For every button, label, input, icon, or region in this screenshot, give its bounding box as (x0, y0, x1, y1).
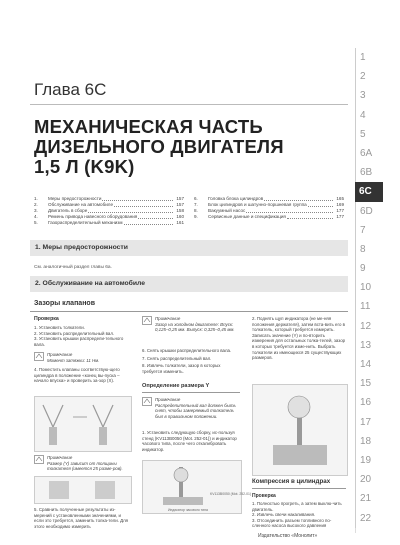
chapter-tab-8[interactable]: 8 (355, 240, 383, 259)
chapter-tab-10[interactable]: 10 (355, 278, 383, 297)
toc-num: 8. (194, 208, 198, 213)
toc-page: 169 (336, 202, 344, 207)
toc-item[interactable] (34, 220, 184, 226)
subhead-size-y: Определение размера Y (142, 383, 210, 389)
subhead-rule (142, 392, 240, 393)
chapter-tab-21[interactable]: 21 (355, 489, 383, 508)
note-text: Зазор на холодном двигателе: Впуск: 0,125–0,25 мм. Выпуск: 0,325–0,45 мм. (155, 321, 235, 333)
section-header-precautions (30, 240, 348, 256)
toc-dots (114, 202, 173, 207)
toc-num: 5. (34, 220, 38, 225)
chapter-tab-7[interactable]: 7 (355, 221, 383, 240)
note-title: Примечание (155, 316, 181, 321)
toc-num: 4. (34, 214, 38, 219)
toc-text: Головка блока цилиндров (208, 196, 264, 201)
section-note: См. аналогичный раздел главы 6а. (34, 265, 112, 270)
toc-item[interactable] (194, 214, 344, 220)
publisher-footer: Издательство «Монолит» (258, 533, 318, 539)
figure-valve-gap (34, 396, 132, 452)
content-column (30, 0, 348, 545)
toc-num: 9. (194, 214, 198, 219)
chapter-tab-14[interactable]: 14 (355, 355, 383, 374)
toc-text: Ремень привода навесного оборудования (48, 214, 138, 219)
title-line-3: 1,5 Л (K9K) (34, 156, 135, 177)
chapter-tab-5[interactable]: 5 (355, 125, 383, 144)
col1-steps (34, 325, 130, 347)
note-camshaft (142, 397, 240, 419)
toc-page: 160 (176, 214, 184, 219)
chapter-label: Глава 6C (34, 80, 107, 99)
chapter-tab-16[interactable]: 16 (355, 393, 383, 412)
chapter-tab-6d[interactable]: 6D (355, 202, 383, 221)
step-text: 2. Извлечь свечи накаливания. (252, 512, 316, 518)
figure-caption-indicator: Индикатор часового типа (168, 508, 208, 512)
toc-page: 161 (176, 220, 184, 225)
toc-page: 157 (176, 202, 184, 207)
toc-text: Блок цилиндров и шатунно-поршневая группа (208, 202, 307, 207)
subhead-rule (252, 488, 346, 489)
figure-tappet (34, 476, 132, 504)
toc-left (34, 196, 184, 226)
chapter-tab-12[interactable]: 12 (355, 317, 383, 336)
toc-page: 165 (336, 196, 344, 201)
chapter-tab-22[interactable]: 22 (355, 509, 383, 528)
subhead-valve-clearance: Зазоры клапанов (34, 300, 96, 307)
note-icon (34, 455, 44, 464)
note-text: Размер (Y) зависит от толщины толкателя (имеется 25 разме-ров). (47, 460, 123, 472)
col3-step2: 2. Поднять щуп индикатора (не ме-няя положения держателя), затем вста-вить его в толкатель, который требуется измерить. Записать значение (Y) и по-вторить измерения для остальных толка-телей, зазор в которых требуется изме-нить. Выбрать толкатели из имеющихся 25 существующих размеров. (252, 316, 346, 361)
toc-text: Двигатель в сборе (48, 208, 88, 213)
toc-num: 1. (34, 196, 38, 201)
chapter-tab-6a[interactable]: 6A (355, 144, 383, 163)
toc-num: 7. (194, 202, 198, 207)
note-text: Распределительный вал должен быть снят, чтобы замеряемый толкатель был в правильном положении. (155, 402, 236, 419)
step-text: 3. Установить крышки распредели-тельного вала. (34, 336, 124, 347)
toc-dots (246, 208, 333, 213)
chapter-tab-17[interactable]: 17 (355, 413, 383, 432)
toc-dots (102, 196, 173, 201)
note-size-y (34, 455, 130, 472)
note-cold-clearance (142, 316, 240, 333)
title-line-1: МЕХАНИЧЕСКАЯ ЧАСТЬ (34, 116, 263, 137)
chapter-tab-15[interactable]: 15 (355, 374, 383, 393)
chapter-tab-1[interactable]: 1 (355, 48, 383, 67)
top-divider (30, 104, 348, 105)
check-label-2: Проверка (252, 493, 276, 499)
note-icon (34, 352, 44, 361)
step-text: 8. Извлечь толкатели, зазор в которых требуется изменить. (142, 363, 221, 374)
chapter-tabs (355, 48, 383, 528)
figure-caption-stand: KV113B0050 (Mot. 252-01) (210, 492, 252, 496)
col1-step4: 4. Поместить клапаны соответствую-щего цилиндра в положение «конец вы-пуска – начало впуска» и проверить за-зор (X). (34, 367, 120, 384)
note-icon (142, 316, 152, 325)
col3-compression-steps (252, 501, 346, 529)
page-title (34, 117, 284, 177)
measure-drawing (253, 385, 347, 475)
chapter-tab-9[interactable]: 9 (355, 259, 383, 278)
chapter-tab-4[interactable]: 4 (355, 106, 383, 125)
valve-gap-drawing (35, 397, 131, 451)
toc-num: 2. (34, 202, 38, 207)
toc-num: 3. (34, 208, 38, 213)
chapter-tab-3[interactable]: 3 (355, 86, 383, 105)
toc-text: Газораспределительный механизм (48, 220, 123, 225)
toc-page: 158 (176, 208, 184, 213)
step-text: 1. Установить толкатели. (34, 325, 85, 330)
toc-text: Сервисные данные и спецификация (208, 214, 286, 219)
dial-stand-drawing (143, 461, 241, 513)
toc-text: Обслуживание на автомобиле (48, 202, 114, 207)
toc-dots (88, 208, 173, 213)
note-title: Примечание (155, 397, 181, 402)
col2-step1: 1. Установить следующую сборку, ис-пользуя стенд (KV113B0050 (Mot. 252-01)) и индикатор часового типа, после чего откалибровать индикатор. (142, 430, 237, 452)
chapter-tab-11[interactable]: 11 (355, 297, 383, 316)
note-text: Момент затяжки: 11 Нм. (47, 357, 100, 363)
step-text: 1. Полностью прогреть, а затем выклю-чить двигатель. (252, 501, 342, 512)
section-title: 1. Меры предосторожности (35, 244, 128, 251)
toc-dots (287, 214, 333, 219)
toc-dots (138, 214, 173, 219)
step-text: 3. Отсоединить разъем топливного по-сленного насоса высокого давления (252, 517, 332, 529)
section-header-maintenance (30, 276, 348, 292)
toc-text: Меры предосторожности (48, 196, 102, 201)
toc-dots (124, 220, 173, 225)
figure-dial-stand (142, 460, 242, 514)
step-text: 6. Снять крышки распределительного вала. (142, 348, 232, 353)
figure-measure (252, 384, 348, 476)
chapter-tab-6c[interactable]: 6C (355, 182, 383, 201)
toc-right (194, 196, 344, 220)
toc-num: 6. (194, 196, 198, 201)
subhead-compression: Компрессия в цилиндрах (252, 478, 331, 485)
col1-step5: 5. Сравнить полученные результаты из-мерений с установленными значениями, и если это требуется, заменить толка-тели. Для этого необходимо измерить (34, 507, 129, 529)
subhead-rule (30, 311, 348, 312)
step-text: 2. Установить распределительный вал. (34, 330, 115, 336)
toc-text: Вакуумный насос (208, 208, 246, 213)
toc-page: 157 (176, 196, 184, 201)
chapter-tab-18[interactable]: 18 (355, 432, 383, 451)
step-text: 7. Снять распределительный вал. (142, 355, 212, 361)
section-title: 2. Обслуживание на автомобиле (35, 280, 146, 287)
toc-dots (264, 196, 333, 201)
toc-page: 177 (336, 208, 344, 213)
note-icon (142, 397, 152, 406)
chapter-tab-6b[interactable]: 6B (355, 163, 383, 182)
chapter-tab-2[interactable]: 2 (355, 67, 383, 86)
note-torque (34, 352, 130, 363)
title-line-2: ДИЗЕЛЬНОГО ДВИГАТЕЛЯ (34, 136, 284, 157)
note-title: Примечание (47, 455, 73, 460)
chapter-tab-13[interactable]: 13 (355, 336, 383, 355)
chapter-tab-20[interactable]: 20 (355, 470, 383, 489)
check-label: Проверка (34, 316, 59, 322)
note-title: Примечание (47, 352, 73, 357)
toc-page: 177 (336, 214, 344, 219)
tappet-drawing (35, 477, 131, 503)
col2-steps (142, 348, 240, 374)
chapter-tab-19[interactable]: 19 (355, 451, 383, 470)
toc-dots (308, 202, 333, 207)
